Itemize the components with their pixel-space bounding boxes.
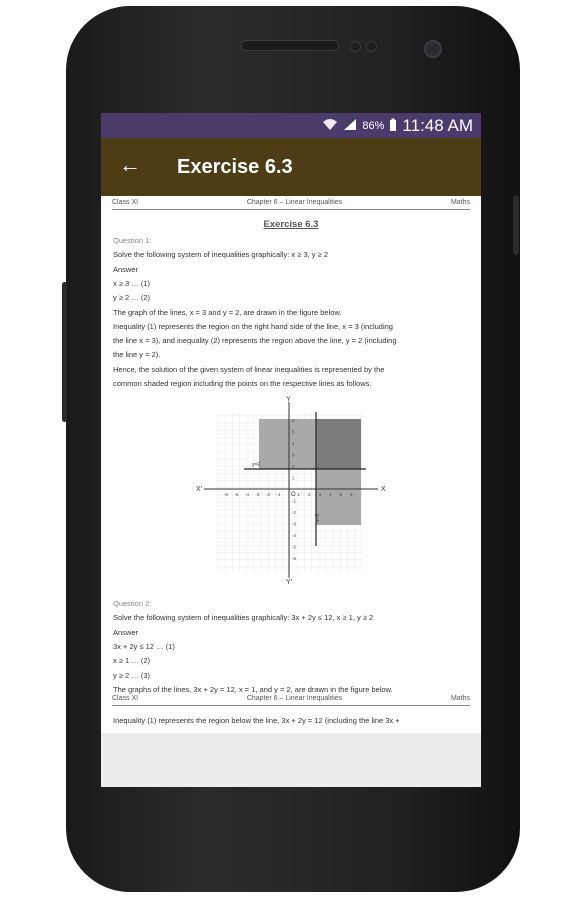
- header-center: Chapter 6 – Linear Inequalities: [246, 199, 343, 206]
- page-header: [112, 199, 470, 210]
- proximity-sensor: [350, 41, 361, 52]
- text-line: Solve the following system of inequalities graphically: 3x + 2y ≤ 12, x ≥ 1, y ≥ 2: [113, 613, 374, 623]
- text-line: y ≥ 2 … (3): [113, 670, 151, 680]
- text-line: Answer: [113, 264, 139, 274]
- wifi-icon: [322, 118, 338, 134]
- signal-icon: [343, 118, 357, 134]
- question-heading: Question 1:: [113, 236, 152, 245]
- x-tick-label: -2: [266, 492, 271, 497]
- x-neg-axis-label: X': [196, 486, 203, 493]
- text-line: The graph of the lines, x = 3 and y = 2, are drawn in the figure below.: [113, 307, 342, 317]
- x-tick-label: 6: [350, 492, 353, 497]
- y-tick-label: 4: [292, 441, 295, 446]
- y-tick-label: -3: [292, 521, 297, 527]
- page-title: Exercise 6.3: [177, 156, 293, 178]
- text-line: x ≥ 1 … (2): [113, 656, 151, 666]
- inequality-graph: [196, 394, 386, 584]
- text-line: Answer: [113, 627, 139, 637]
- x-tick-label: -1: [276, 492, 281, 497]
- y-tick-label: -5: [292, 544, 297, 550]
- x-tick-label: 5: [339, 492, 343, 497]
- text-line: Inequality (1) represents the region on the right hand side of the line, x = 3 (including: [113, 321, 393, 331]
- status-bar: [101, 113, 481, 138]
- power-button: [513, 195, 519, 255]
- clock: 11:48 AM: [402, 116, 473, 135]
- screen: [101, 113, 481, 787]
- y-neg-axis-label: Y': [286, 579, 293, 584]
- battery-percent: 86%: [362, 120, 385, 132]
- page-gap: [101, 733, 481, 787]
- line-y-label: y=2: [252, 462, 261, 468]
- common-region: [316, 419, 361, 469]
- y-tick-label: 3: [292, 452, 295, 458]
- exercise-title: Exercise 6.3: [263, 219, 319, 230]
- volume-button: [62, 282, 67, 422]
- x-tick-label: 4: [329, 492, 332, 497]
- text-line: The graphs of the lines, 3x + 2y = 12, x = 1, and y = 2, are drawn in the figure below.: [113, 684, 393, 694]
- text-line: y ≥ 2 … (2): [113, 293, 151, 303]
- y-tick-label: -4: [292, 533, 297, 538]
- x-tick-label: -5: [234, 492, 239, 497]
- y-tick-label: -2: [292, 510, 297, 515]
- text-line: Hence, the solution of the given system of linear inequalities is represented by the: [113, 364, 385, 374]
- app-bar: [101, 138, 481, 196]
- header-right: Maths: [450, 199, 470, 206]
- back-arrow-icon[interactable]: ←: [119, 152, 141, 177]
- footer-center: Chapter 6 – Linear Inequalities: [246, 695, 343, 702]
- text-line: the line x = 3), and inequality (2) represents the region above the line, y = 2 (including: [113, 336, 397, 346]
- continued-line: Inequality (1) represents the region below the line, 3x + 2y = 12 (including the line 3x +: [113, 716, 400, 725]
- page-footer: [112, 695, 470, 706]
- header-left: Class XI: [112, 199, 139, 206]
- question-heading: Question 2:: [113, 599, 152, 608]
- footer-right: Maths: [450, 695, 470, 702]
- y-tick-label: 1: [292, 475, 295, 481]
- y-tick-label: -1: [292, 498, 297, 504]
- text-line: Solve the following system of inequalities graphically: x ≥ 3, y ≥ 2: [113, 250, 329, 260]
- front-camera: [424, 40, 442, 58]
- line-x-label: x=3: [315, 513, 321, 522]
- x-tick-label: -6: [224, 492, 229, 497]
- x-tick-label: 1: [297, 492, 301, 497]
- x-tick-label: -3: [255, 492, 260, 497]
- text-line: 3x + 2y ≤ 12 … (1): [113, 641, 175, 651]
- text-line: common shaded region including the points on the respective lines as follows.: [113, 379, 372, 388]
- light-sensor: [366, 41, 377, 52]
- y-axis-label: Y: [286, 396, 291, 403]
- text-line: x ≥ 3 … (1): [113, 278, 151, 288]
- x-tick-label: 2: [308, 492, 311, 497]
- y-tick-label: 6: [292, 418, 295, 423]
- y-tick-label: -6: [292, 556, 297, 561]
- y-tick-label: 2: [292, 464, 295, 469]
- battery-icon: [389, 118, 397, 135]
- x-tick-label: 3: [318, 492, 322, 497]
- origin-label: O: [291, 492, 296, 498]
- y-tick-label: 5: [292, 429, 295, 435]
- footer-left: Class XI: [112, 695, 139, 702]
- text-line: the line y = 2).: [113, 350, 161, 360]
- x-tick-label: -4: [245, 492, 250, 497]
- x-axis-label: X: [381, 486, 386, 493]
- earpiece-speaker: [241, 40, 339, 51]
- document-viewer[interactable]: [101, 196, 481, 787]
